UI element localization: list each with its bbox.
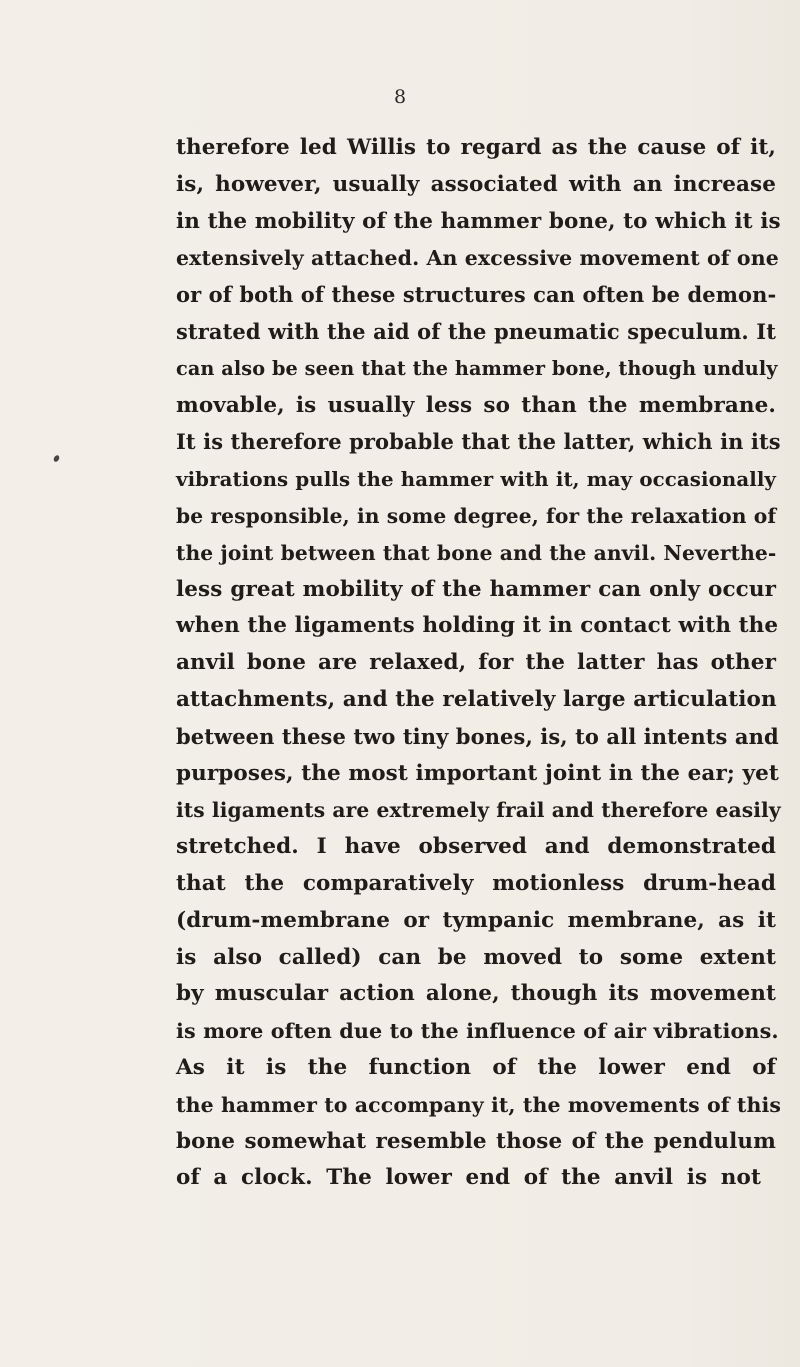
text-line: be responsible, in some degree, for the relaxation of: [176, 503, 777, 528]
text-line: by muscular action alone, though its movement: [176, 981, 776, 1007]
text-line: therefore led Willis to regard as the cause of it,: [176, 135, 776, 160]
text-line: purposes, the most important joint in the ear; yet: [176, 760, 779, 786]
text-line: between these two tiny bones, is, to all intents and: [176, 723, 779, 749]
text-line: the hammer to accompany it, the movements of this: [176, 1092, 781, 1117]
text-line: or of both of these structures can often be demon-: [176, 282, 777, 308]
text-line: vibrations pulls the hammer with it, may occasionally: [176, 467, 776, 492]
text-line: extensively attached. An excessive movement of one: [176, 246, 779, 271]
text-line: strated with the aid of the pneumatic speculum. It: [176, 318, 776, 344]
text-line: is also called) can be moved to some extent: [176, 944, 776, 970]
text-line: attachments, and the relatively large articulation: [176, 686, 777, 712]
body-text: [176, 130, 781, 1197]
text-line: (drum-membrane or tympanic membrane, as it: [176, 907, 776, 933]
text-line: its ligaments are extremely frail and therefore easily: [176, 798, 781, 823]
text-line: of a clock. The lower end of the anvil is not: [176, 1165, 762, 1191]
text-line: bone somewhat resemble those of the pendulum: [176, 1128, 776, 1154]
text-line: in the mobility of the hammer bone, to which it is: [176, 208, 781, 234]
text-line: when the ligaments holding it in contact with the: [176, 613, 779, 639]
ink-speck: [53, 454, 61, 463]
text-line: stretched. I have observed and demonstrated: [176, 834, 776, 860]
text-line: anvil bone are relaxed, for the latter has other: [176, 650, 776, 676]
text-line: the joint between that bone and the anvil. Neverthe-: [176, 540, 777, 565]
text-line: that the comparatively motionless drum-head: [176, 870, 776, 896]
text-line: It is therefore probable that the latter, which in its: [176, 429, 781, 455]
text-line: is, however, usually associated with an increase: [176, 171, 776, 197]
page-number: 8: [393, 86, 407, 108]
text-line: can also be seen that the hammer bone, though unduly: [176, 356, 778, 380]
text-line: As it is the function of the lower end of: [176, 1054, 776, 1080]
text-line: movable, is usually less so than the membrane.: [176, 392, 776, 418]
text-line: is more often due to the influence of air vibrations.: [176, 1019, 779, 1044]
text-line: less great mobility of the hammer can only occur: [176, 576, 776, 602]
